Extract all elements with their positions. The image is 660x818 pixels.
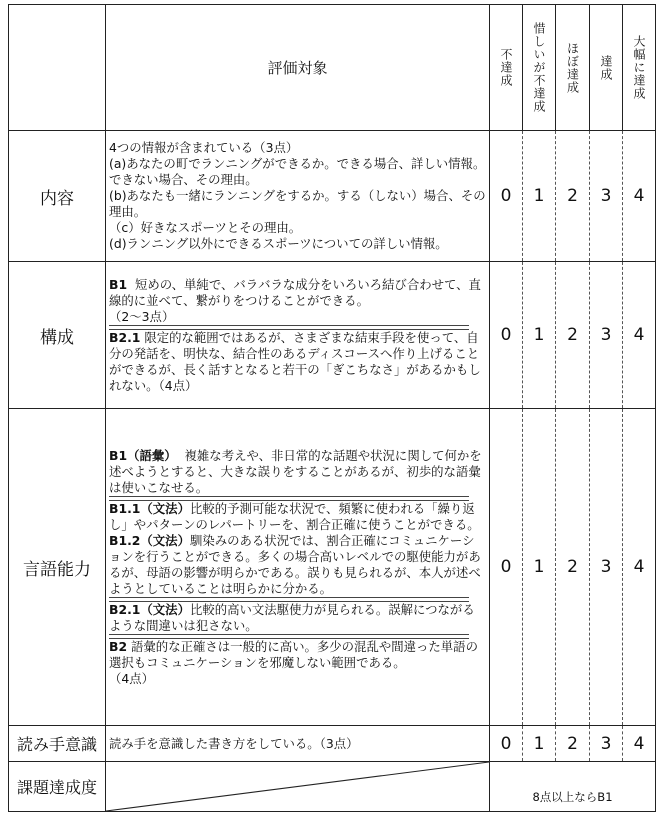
rubric-row-reader — [9, 726, 656, 762]
row-label-structure: 構成 — [9, 262, 106, 409]
header-level-1-text: 惜しいが不達成 — [532, 22, 546, 113]
footer-slash-cell — [106, 762, 490, 812]
language-b12-code: B1.2（文法） — [109, 532, 190, 548]
rubric-row-language — [9, 409, 656, 726]
score-reader-3: 3 — [590, 726, 623, 762]
score-language-1: 1 — [523, 409, 556, 726]
score-reader-1: 1 — [523, 726, 556, 762]
structure-b1-text: 短めの、単純で、バラバラな成分をいろいろ結び合わせて、直線的に並べて、繋がりをつけることができる。 — [109, 276, 481, 308]
score-reader-2: 2 — [556, 726, 590, 762]
language-b11-text: 比較的予測可能な状況で、頻繁に使われる「繰り返し」やパターンのレパートリーを、割合正確に使うことができる。 — [109, 500, 480, 532]
score-language-2: 2 — [556, 409, 590, 726]
header-level-4 — [623, 5, 656, 131]
header-level-3-text: 達成 — [599, 54, 613, 81]
structure-b21 — [109, 330, 486, 394]
structure-b21-text: 限定的な範囲ではあるが、さまざまな結束手段を使って、自分の発話を、明快な、結合性のあるディスコースへ作り上げることができるが、長く話すとなると若干の「ぎこちなさ」があるかもしれない。（4点） — [109, 329, 481, 393]
content-line-4: (d)ランニング以外にできるスポーツについての詳しい情報。 — [109, 236, 448, 251]
content-line-3: （c）好きなスポーツとその理由。 — [109, 220, 302, 235]
header-level-0 — [490, 5, 523, 131]
rubric-row-structure — [9, 262, 656, 409]
rubric-row-content — [9, 131, 656, 262]
language-b21-code: B2.1（文法） — [109, 601, 190, 617]
language-b1-code: B1（語彙） — [109, 447, 177, 463]
language-b12-text: 馴染みのある状況では、割合正確にコミュニケーションを行うことができる。多くの場合高いレベルでの駆使能力があるが、母語の影響が明らかである。誤りも見られるが、本人が述べようとしていることは明らかに分かる。 — [109, 532, 481, 596]
row-desc-structure — [106, 262, 490, 409]
header-level-4-text: 大幅に達成 — [632, 35, 646, 100]
header-target-label: 評価対象 — [106, 5, 490, 131]
row-label-language: 言語能力 — [9, 409, 106, 726]
score-reader-4: 4 — [623, 726, 656, 762]
language-b1-text: 複雑な考えや、非日常的な話題や状況に関して何かを述べようとすると、大きな誤りをすることがあるが、初歩的な語彙は使いこなせる。 — [109, 447, 482, 495]
score-content-4: 4 — [623, 131, 656, 262]
row-desc-language — [106, 409, 490, 726]
header-level-3 — [590, 5, 623, 131]
footer-row — [9, 762, 656, 812]
footer-diagonal-line — [106, 762, 489, 811]
row-label-content: 内容 — [9, 131, 106, 262]
language-b21-text: 比較的高い文法駆使力が見られる。誤解につながるような間違いは犯さない。 — [109, 601, 475, 633]
score-structure-4: 4 — [623, 262, 656, 409]
content-line-0: 4つの情報が含まれている（3点） — [109, 140, 299, 155]
score-structure-0: 0 — [490, 262, 523, 409]
score-content-0: 0 — [490, 131, 523, 262]
score-language-4: 4 — [623, 409, 656, 726]
language-b2-code: B2 — [109, 638, 128, 654]
structure-b21-code: B2.1 — [109, 329, 141, 345]
score-structure-1: 1 — [523, 262, 556, 409]
score-content-2: 2 — [556, 131, 590, 262]
header-level-2-text: ほぼ達成 — [565, 41, 580, 94]
header-row — [9, 5, 656, 131]
score-language-0: 0 — [490, 409, 523, 726]
language-b2-text: 語彙的な正確さは一般的に高い。多少の混乱や間違った単語の選択もコミュニケーションを邪魔しない範囲である。 — [109, 638, 478, 670]
row-desc-content — [106, 131, 490, 262]
language-b21 — [109, 602, 486, 634]
header-level-1 — [523, 5, 556, 131]
footer-note: 8点以上ならB1 — [490, 762, 656, 812]
header-level-0-text: 不達成 — [499, 48, 513, 87]
score-reader-0: 0 — [490, 726, 523, 762]
score-structure-3: 3 — [590, 262, 623, 409]
header-level-2 — [556, 5, 590, 131]
language-b11-code: B1.1（文法） — [109, 500, 190, 516]
structure-b1-code: B1 — [109, 276, 128, 292]
structure-b1-points: （2～3点） — [109, 308, 175, 324]
score-content-1: 1 — [523, 131, 556, 262]
score-structure-2: 2 — [556, 262, 590, 409]
content-line-2: (b)あなたも一緒にランニングをするか。する（しない）場合、その理由。 — [109, 188, 486, 219]
score-content-3: 3 — [590, 131, 623, 262]
content-line-1: (a)あなたの町でランニングができるか。できる場合、詳しい情報。できない場合、その理由。 — [109, 156, 486, 187]
structure-b1 — [109, 277, 486, 309]
header-corner-cell — [9, 5, 106, 131]
rubric-table — [8, 4, 656, 812]
row-label-reader: 読み手意識 — [9, 726, 106, 762]
language-b12 — [109, 533, 486, 597]
row-desc-reader: 読み手を意識した書き方をしている。（3点） — [106, 726, 490, 762]
language-b2-points: （4点） — [109, 670, 155, 686]
footer-label: 課題達成度 — [9, 762, 106, 812]
language-b2 — [109, 639, 486, 671]
score-language-3: 3 — [590, 409, 623, 726]
language-b11 — [109, 501, 486, 533]
language-b1 — [109, 448, 486, 496]
